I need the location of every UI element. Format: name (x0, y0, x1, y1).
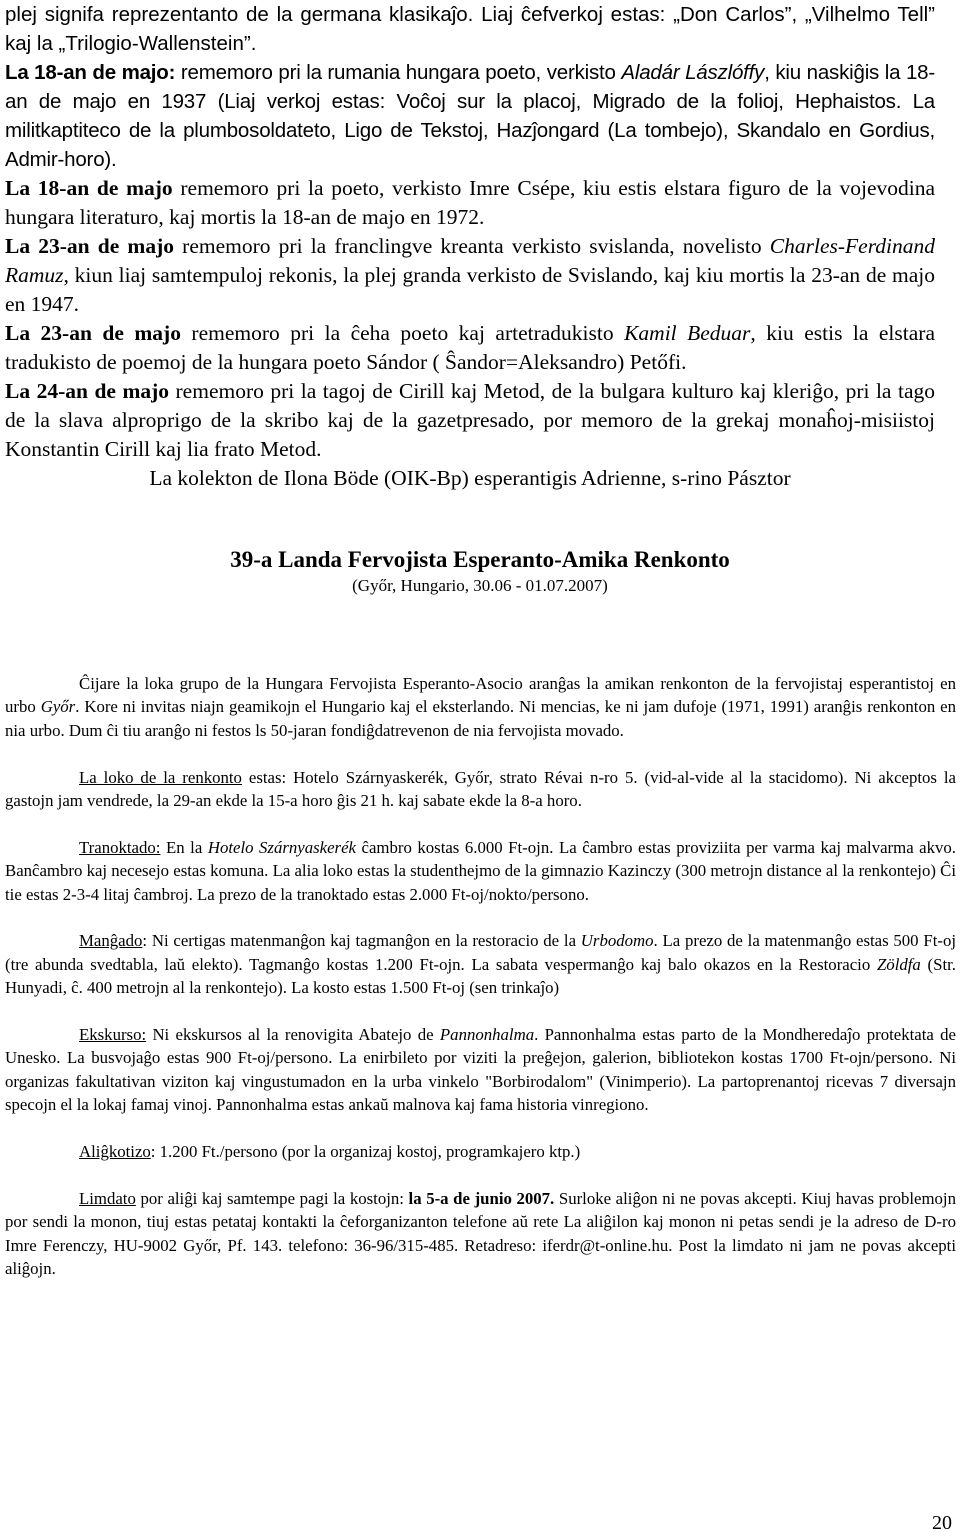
event-title: 39-a Landa Fervojista Esperanto-Amika Renkonto (230, 547, 730, 572)
schiller-paragraph-end: plej signifa reprezentanto de la germana klasikaĵo. Liaj ĉefverkoj estas: „Don Carlos”, „Vilhelmo Tell” kaj la „Trilogio-Wallenstein”. (5, 3, 935, 55)
anniversary-csepe: La 18-an de majo rememoro pri la poeto, verkisto Imre Csépe, kiu estis elstara figuro de la vojevodina hungara literaturo, kaj mortis la 18-an de majo en 1972. (5, 176, 936, 229)
anniversary-laszloffy: La 18-an de majo: rememoro pri la rumania hungara poeto, verkisto Aladár Lászlóffy, kiu naskiĝis la 18-an de majo en 1937 (Liaj verkoj estas: Voĉoj sur la placoj, Migrado de la folioj, Hephaistos. La militkaptiteco de la plumbosoldateto, Ligo de Tekstoj, Hazĵongard (La tombejo), Skandalo en Gordius, Admir-horo). (5, 61, 935, 171)
hotel-name: Hotelo Szárnyaskerék (207, 837, 356, 857)
location-paragraph: La loko de la renkonto estas: Hotelo Szárnyaskerék, Győr, strato Révai n-ro 5. (vid-al-vide al la stacidomo). Ni akceptos la gastojn jam vendrede, la 29-an ekde la 15-a horo ĝis 21 h. kaj sabate ekde la 8-a horo. (5, 767, 957, 811)
anniversaries-section (5, 0, 935, 493)
excursion-paragraph: Ekskurso: Ni ekskursos al la renovigita Abatejo de Pannonhalma. Pannonhalma estas parto de la Mondheredaĵo protektata de Unesko. La busvojaĝo estas 900 Ft-oj/persono. La enirbileto por viziti la preĝejon, galerion, bibliotekon kostas 1700 Ft-ojn/persono. Ni organizas fakultativan viziton kaj vingustumadon en la urba vinkelo "Borbirodalom" (Vinimperio). La partoprenantoj ricevas 7 diversajn specojn el la lokaj famaj vinoj. Pannonhalma estas ankaŭ malnova kaj fama historia vinregiono. (5, 1025, 957, 1115)
deadline-paragraph: Limdato por aliĝi kaj samtempe pagi la kostojn: la 5-a de junio 2007. Surloke aliĝon ni ne povas akcepti. Kiuj havas problemojn por sendi la monon, tiuj estas petataj kontakti la ĉeforganizanton telefone aŭ rete La aliĝilon kaj monon ni petas sendi je la adreso de D-ro Imre Ferenczy, HU-9002 Győr, Pf. 143. telefono: 36-96/315-485. Retadreso: iferdr@t-online.hu. Post la limdato ni jam ne povas akcepti aliĝojn. (5, 1188, 956, 1279)
section-label: Manĝado (79, 931, 143, 951)
accommodation-paragraph: Tranoktado: En la Hotelo Szárnyaskerék ĉambro kostas 6.000 Ft-ojn. La ĉambro estas proviziita per varma kaj malvarma akvo. Banĉambro kaj necesejo estas komuna. La alia loko estas la studenthejmo de la gimnazio Kazinczy (300 metrojn distance al la renkontejo) Ĉi tie estas 2-3-4 litaj ĉambroj. La prezo de la tranoktado estas 2.000 Ft-oj/nokto/persono. (5, 837, 957, 904)
fee-paragraph: Aliĝkotizo: 1.200 Ft./persono (por la organizaj kostoj, programkajero ktp.) (79, 1142, 581, 1162)
intro-paragraph: Ĉijare la loka grupo de la Hungara Fervojista Esperanto-Asocio aranĝas la amikan renkonton de la fervojistaj esperantistoj en urbo Győr. Kore ni invitas niajn geamikojn el Hungario kaj el eksterlando. Ni mencias, ke ni jam dufoje (1971, 1991) aranĝis renkonton en nia urbo. Dum ĉi tiu aranĝo ni festos ls 50-jaran fondiĝdatrevenon de nia fervojista movado. (5, 674, 957, 740)
event-details-section (5, 672, 956, 1304)
date-label: La 18-an de majo: (5, 61, 176, 84)
collection-credit: La kolekton de Ilona Böde (OIK-Bp) esperantigis Adrienne, s-rino Pásztor (149, 466, 791, 490)
place-name: Pannonhalma (439, 1025, 535, 1045)
event-subtitle: (Győr, Hungario, 30.06 - 01.07.2007) (352, 576, 608, 595)
date-label: La 23-an de majo (5, 321, 181, 345)
city-name: Győr (40, 697, 76, 717)
section-label: La loko de la renkonto (79, 767, 242, 787)
restaurant-name: Urbodomo (580, 931, 654, 951)
anniversary-ramuz: La 23-an de majo rememoro pri la franclingve kreanta verkisto svislanda, novelisto Charles-Ferdinand Ramuz, kiun liaj samtempuloj rekonis, la plej granda verkisto de Svislando, kaj kiu mortis la 23-an de majo en 1947. (5, 234, 935, 316)
section-label: Aliĝkotizo (79, 1142, 151, 1162)
deadline-date: la 5-a de junio 2007. (408, 1188, 555, 1208)
date-label: La 24-an de majo (5, 379, 170, 403)
section-label: Limdato (79, 1188, 136, 1208)
section-label: Tranoktado: (79, 837, 161, 857)
restaurant-name: Zöldfa (876, 954, 921, 974)
date-label: La 23-an de majo (5, 234, 174, 258)
section-label: Ekskurso: (79, 1025, 147, 1045)
person-name: Aladár Lászlóffy (621, 61, 765, 84)
anniversary-cirill-metod: La 24-an de majo rememoro pri la tagoj de Cirill kaj Metod, de la bulgara kulturo kaj kleriĝo, pri la tago de la slava alproprigo de la skribo kaj de la gazetpresado, por memoro de la grekaj monaĥoj-misiistoj Konstantin Cirill kaj lia frato Metod. (5, 379, 935, 461)
page-number: 20 (932, 1512, 952, 1534)
anniversary-beduar: La 23-an de majo rememoro pri la ĉeha poeto kaj artetradukisto Kamil Beduar, kiu estis la elstara tradukisto de poemoj de la hungara poeto Sándor ( Ŝandor=Aleksandro) Petőfi. (5, 321, 935, 374)
person-name: Kamil Beduar (624, 321, 751, 345)
date-label: La 18-an de majo (5, 176, 173, 200)
person-name: Charles-Ferdinand Ramuz (5, 234, 935, 287)
meals-paragraph: Manĝado: Ni certigas matenmanĝon kaj tagmanĝon en la restoracio de la Urbodomo. La prezo de la matenmanĝo estas 500 Ft-oj (tre abunda svedtabla, laŭ elekto). Tagmanĝo kostas 1.200 Ft-ojn. La sabata vespermanĝo kaj balo okazos en la Restoracio Zöldfa (Str. Hunyadi, ĉ. 400 metrojn al la renkontejo). La kosto estas 1.500 Ft-oj (sen trinkaĵo) (5, 931, 956, 998)
